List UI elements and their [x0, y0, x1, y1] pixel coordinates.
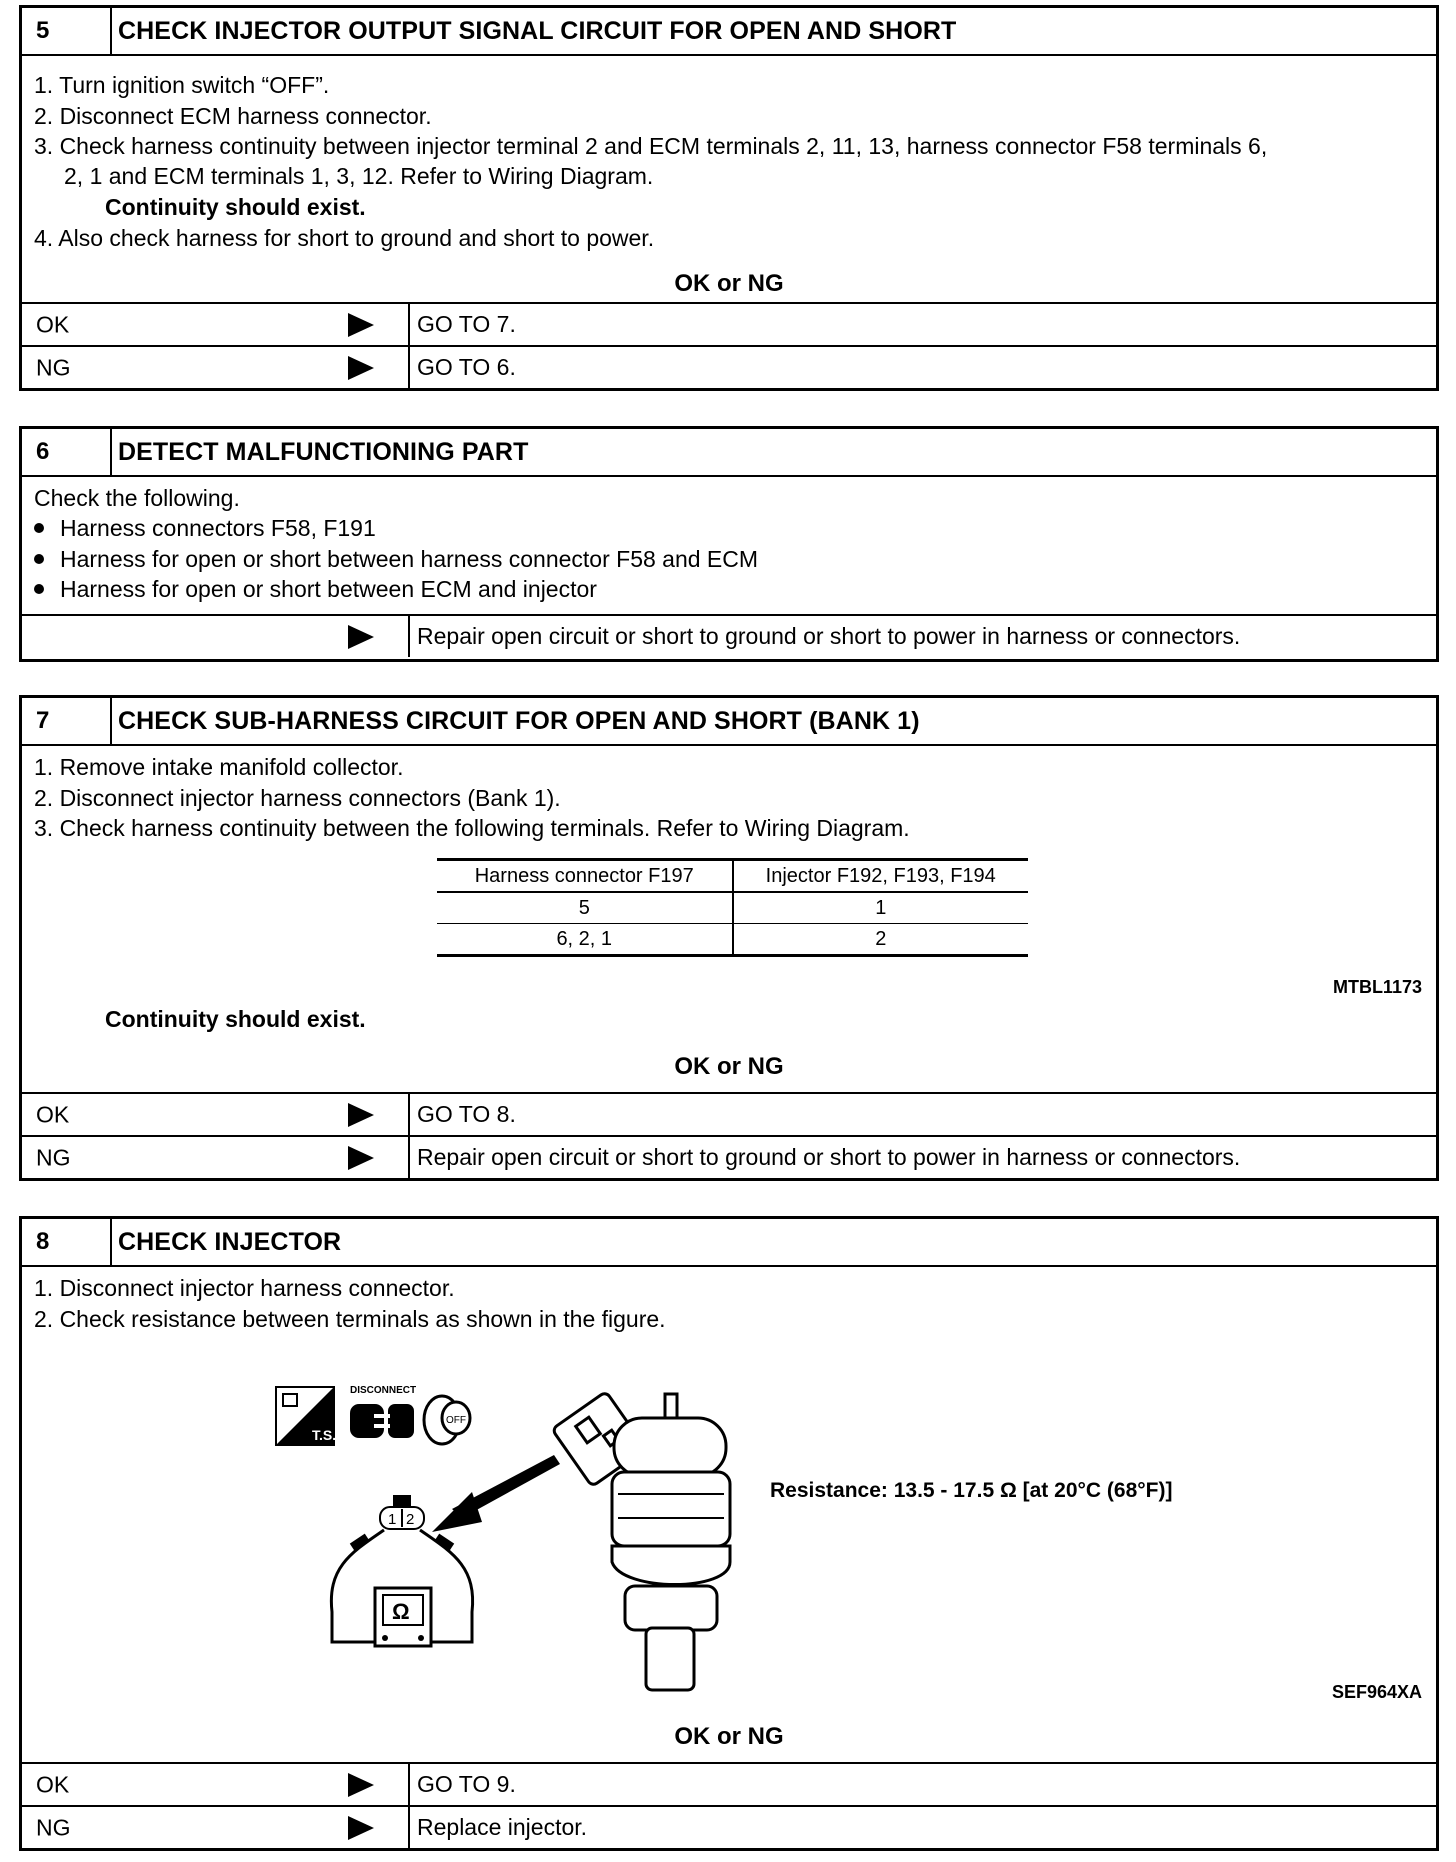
step-title: CHECK INJECTOR	[118, 1227, 342, 1256]
ignition-off-icon	[424, 1396, 470, 1444]
step-number: 5	[22, 8, 112, 54]
step-7-body	[22, 746, 1436, 1092]
result-action: Replace injector.	[417, 1814, 588, 1840]
instruction-line: 2. Disconnect ECM harness connector.	[34, 103, 432, 129]
ok-or-ng-label: OK or NG	[674, 270, 784, 297]
figure-code: SEF964XA	[1331, 1682, 1422, 1702]
table-code: MTBL1173	[1332, 977, 1422, 997]
injector-resistance-figure	[22, 1362, 1422, 1692]
instruction-line: 4. Also check harness for short to ground and short to power.	[34, 225, 655, 251]
step-title: DETECT MALFUNCTIONING PART	[118, 437, 529, 466]
step-number: 6	[22, 429, 112, 475]
ohmmeter-icon	[375, 1588, 431, 1646]
step-5-header	[22, 8, 1436, 56]
result-row	[22, 614, 1436, 657]
intro-line: Check the following.	[34, 485, 240, 511]
table-cell: 1	[875, 896, 887, 919]
result-row-ng	[22, 1805, 1436, 1848]
svg-text:OFF: OFF	[446, 1415, 466, 1426]
table-row	[437, 892, 1028, 924]
bullet-item: Harness connectors F58, F191	[34, 515, 376, 542]
arrow-right-icon	[348, 313, 374, 337]
arrow-right-icon	[348, 356, 374, 380]
pointer-arrow-icon	[432, 1455, 560, 1532]
disconnect-icon	[350, 1385, 416, 1438]
instruction-line: 1. Remove intake manifold collector.	[34, 754, 404, 780]
result-row-ng	[22, 1135, 1436, 1178]
result-action: GO TO 6.	[417, 354, 516, 380]
instruction-line: 2. Check resistance between terminals as shown in the figure.	[34, 1306, 666, 1332]
step-number: 8	[22, 1219, 112, 1265]
table-header-cell: Injector F192, F193, F194	[765, 864, 996, 887]
bullet-icon	[34, 584, 44, 594]
step-6-header	[22, 429, 1436, 477]
step-8-box	[19, 1216, 1439, 1851]
result-action: Repair open circuit or short to ground or short to power in harness or connectors.	[417, 623, 1241, 649]
step-5-box	[19, 5, 1439, 391]
step-title: CHECK INJECTOR OUTPUT SIGNAL CIRCUIT FOR OPEN AND SHORT	[118, 16, 957, 45]
step-7-header	[22, 698, 1436, 746]
ok-or-ng-label: OK or NG	[674, 1053, 784, 1080]
step-8-header	[22, 1219, 1436, 1267]
bullet-item: Harness for open or short between ECM and injector	[34, 576, 597, 603]
result-row-ok	[22, 1092, 1436, 1135]
ts-icon	[276, 1387, 336, 1445]
connector-face	[380, 1495, 424, 1529]
table-header-row	[437, 860, 1028, 893]
result-action: GO TO 9.	[417, 1771, 516, 1797]
step-title: CHECK SUB-HARNESS CIRCUIT FOR OPEN AND SHORT (BANK 1)	[118, 706, 920, 735]
step-number: 7	[22, 698, 112, 744]
continuity-note: Continuity should exist.	[105, 194, 366, 220]
result-key: NG	[36, 1814, 71, 1840]
instruction-line: 3. Check harness continuity between the following terminals. Refer to Wiring Diagram.	[34, 815, 910, 841]
step-5-body	[22, 56, 1436, 302]
result-key: NG	[36, 1144, 71, 1170]
step-6-body	[22, 477, 1436, 614]
svg-text:2: 2	[406, 1511, 415, 1528]
instruction-line: 2. Disconnect injector harness connectors (Bank 1).	[34, 785, 561, 811]
resistance-spec: Resistance: 13.5 - 17.5 Ω [at 20°C (68°F)]	[770, 1479, 1173, 1502]
result-key: OK	[36, 1101, 70, 1127]
instruction-line: 1. Turn ignition switch “OFF”.	[34, 72, 330, 98]
result-row-ok	[22, 302, 1436, 345]
result-action: Repair open circuit or short to ground or short to power in harness or connectors.	[417, 1144, 1241, 1170]
instruction-line: 3. Check harness continuity between injector terminal 2 and ECM terminals 2, 11, 13, harness connector F58 terminals 6,	[34, 133, 1268, 159]
injector-icon	[552, 1391, 730, 1690]
arrow-right-icon	[348, 1103, 374, 1127]
svg-text:DISCONNECT: DISCONNECT	[350, 1385, 417, 1396]
step-6-box	[19, 426, 1439, 662]
bullet-icon	[34, 523, 44, 533]
result-row-ok	[22, 1762, 1436, 1805]
arrow-right-icon	[348, 1816, 374, 1840]
table-cell: 2	[875, 927, 887, 950]
svg-text:Ω: Ω	[392, 1599, 410, 1624]
svg-text:1: 1	[388, 1511, 397, 1528]
table-cell: 6, 2, 1	[437, 924, 733, 956]
step-8-body	[22, 1267, 1436, 1762]
table-header-cell: Harness connector F197	[437, 860, 733, 893]
arrow-right-icon	[348, 625, 374, 649]
ok-or-ng-label: OK or NG	[674, 1723, 784, 1750]
result-key: OK	[36, 1771, 70, 1797]
result-action: GO TO 8.	[417, 1101, 516, 1127]
svg-text:T.S.: T.S.	[312, 1427, 337, 1443]
table-cell: 5	[437, 892, 733, 924]
continuity-note: Continuity should exist.	[105, 1006, 366, 1032]
instruction-line: 2, 1 and ECM terminals 1, 3, 12. Refer to Wiring Diagram.	[64, 163, 654, 189]
result-action: GO TO 7.	[417, 311, 516, 337]
result-row-ng	[22, 345, 1436, 388]
step-7-box	[19, 695, 1439, 1181]
result-key: NG	[36, 354, 71, 380]
arrow-right-icon	[348, 1773, 374, 1797]
table-row	[437, 924, 1028, 956]
arrow-right-icon	[348, 1146, 374, 1170]
bullet-item: Harness for open or short between harness connector F58 and ECM	[34, 546, 758, 573]
continuity-table	[437, 858, 1028, 957]
instruction-line: 1. Disconnect injector harness connector.	[34, 1275, 455, 1301]
result-key: OK	[36, 311, 70, 337]
bullet-icon	[34, 554, 44, 564]
